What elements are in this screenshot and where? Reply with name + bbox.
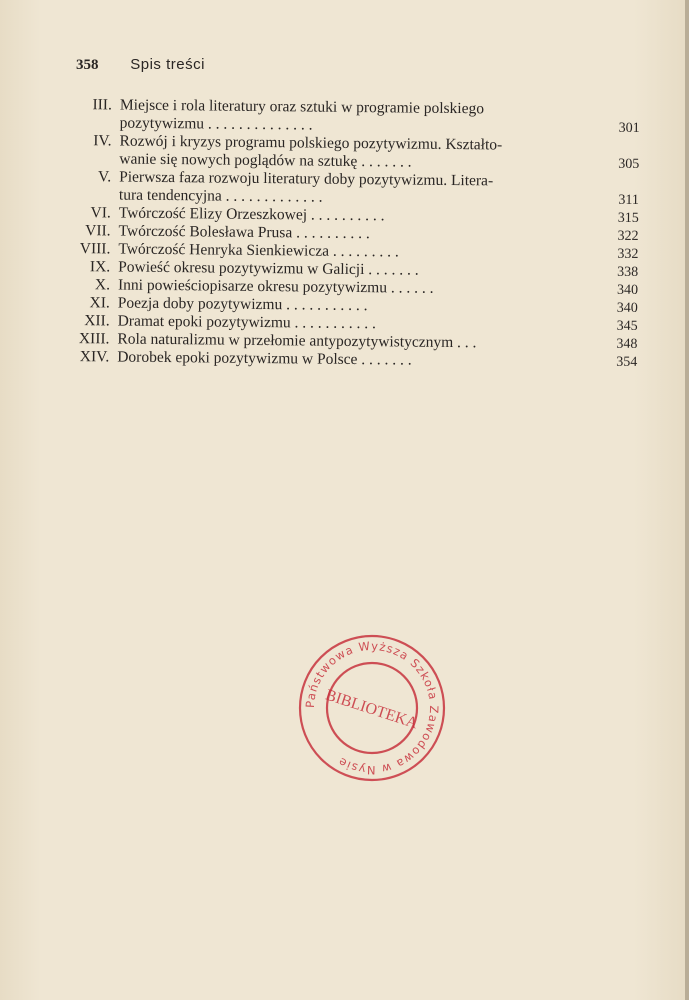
- toc-page: 345: [616, 318, 638, 334]
- running-title: Spis treści: [130, 56, 205, 73]
- toc-page: 322: [617, 228, 639, 244]
- stamp-center-text: BIBLIOTEKA: [323, 686, 420, 733]
- toc-line: Powieść okresu pozytywizmu w Galicji . . . . . . .: [118, 258, 419, 279]
- toc-line: Miejsce i rola literatury oraz sztuki w programie polskiego: [119, 96, 485, 118]
- toc-page: 332: [617, 246, 639, 262]
- toc-line: Poezja doby pozytywizmu . . . . . . . . . . .: [117, 294, 368, 315]
- toc-page: 301: [618, 120, 640, 136]
- toc-page: 311: [618, 192, 640, 208]
- toc-line: Rola naturalizmu w przełomie antypozytywistycznym . . .: [117, 330, 477, 352]
- toc-line: Rozwój i kryzys programu polskiego pozytywizmu. Kształto-: [119, 132, 503, 154]
- page-edge: [685, 0, 689, 1000]
- toc-numeral: VII.: [85, 222, 111, 240]
- toc-entry: [70, 96, 640, 138]
- toc-page: 354: [616, 354, 638, 370]
- toc-page: 315: [617, 210, 639, 226]
- toc-numeral: XIII.: [78, 330, 110, 348]
- library-stamp: [296, 632, 448, 784]
- toc-page: 348: [616, 336, 638, 352]
- running-header: [76, 56, 205, 74]
- toc-line: tura tendencyjna . . . . . . . . . . . . .: [118, 186, 323, 206]
- table-of-contents: [67, 96, 640, 372]
- page-number: 358: [76, 57, 99, 73]
- toc-numeral: XII.: [84, 312, 110, 330]
- toc-line: Twórczość Bolesława Prusa . . . . . . . . . .: [118, 222, 370, 243]
- toc-numeral: III.: [92, 96, 112, 114]
- toc-numeral: XI.: [89, 294, 110, 312]
- toc-page: 338: [617, 264, 639, 280]
- stamp-outer-text: Państwowa Wyższa Szkoła Zawodowa w Nysie: [302, 638, 442, 778]
- toc-numeral: VI.: [90, 204, 111, 222]
- toc-line: wanie się nowych poglądów na sztukę . . . . . . .: [119, 150, 412, 171]
- toc-page: 305: [618, 156, 640, 172]
- toc-line: pozytywizmu . . . . . . . . . . . . . .: [119, 114, 313, 134]
- toc-numeral: XIV.: [79, 348, 110, 366]
- toc-numeral: VIII.: [79, 240, 111, 258]
- toc-entry: [69, 168, 639, 210]
- toc-line: Twórczość Elizy Orzeszkowej . . . . . . . . . .: [118, 204, 385, 225]
- toc-line: Inni powieściopisarze okresu pozytywizmu . . . . . .: [117, 276, 434, 297]
- toc-page: 340: [616, 300, 638, 316]
- toc-page: 340: [616, 282, 639, 298]
- toc-line: Dorobek epoki pozytywizmu w Polsce . . . . . . .: [117, 348, 412, 369]
- toc-numeral: V.: [97, 168, 112, 186]
- toc-entry: [69, 132, 639, 174]
- toc-line: Pierwsza faza rozwoju literatury doby pozytywizmu. Litera-: [119, 168, 494, 190]
- toc-line: Dramat epoki pozytywizmu . . . . . . . . . . .: [117, 312, 377, 333]
- toc-line: Twórczość Henryka Sienkiewicza . . . . . . . . .: [118, 240, 399, 261]
- toc-numeral: X.: [94, 276, 111, 294]
- toc-numeral: IV.: [93, 132, 112, 150]
- toc-numeral: IX.: [89, 258, 111, 276]
